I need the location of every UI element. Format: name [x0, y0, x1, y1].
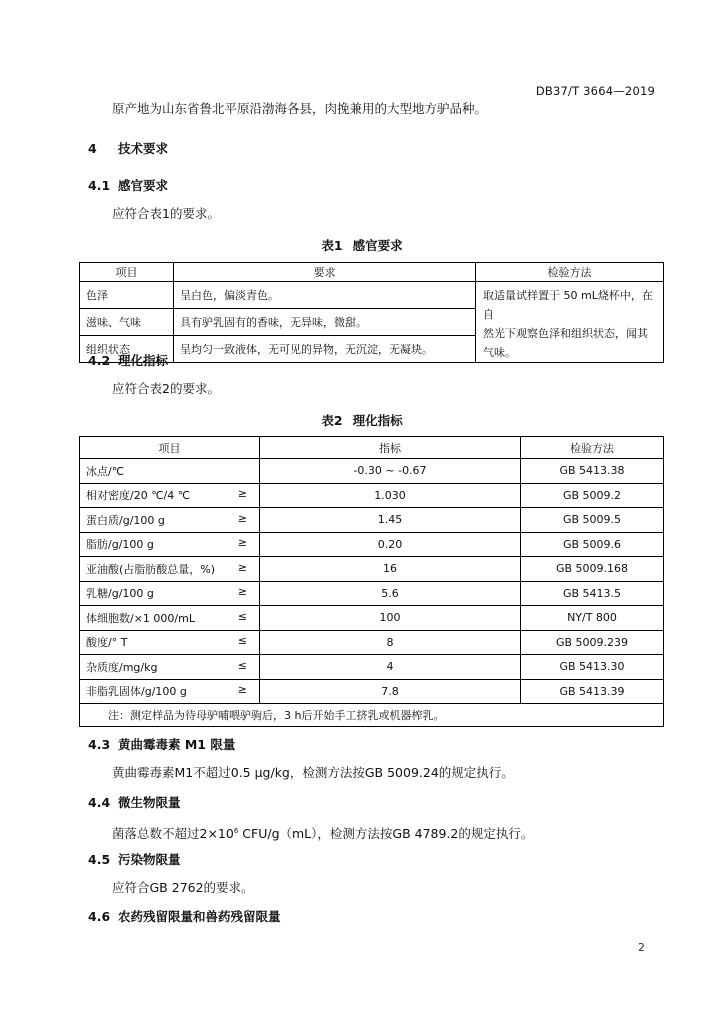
- table-row: [80, 508, 664, 533]
- sensory-requirements-table: [79, 262, 664, 363]
- section-4-3-text: 黄曲霉毒素M1不超过0.5 μg/kg，检测方法按GB 5009.24的规定执行。: [112, 765, 514, 780]
- requirement-cell: 具有驴乳固有的香味，无异味，微甜。: [174, 309, 476, 336]
- section-4-4-heading: [88, 795, 181, 811]
- value-cell: 1.45: [260, 508, 521, 533]
- column-header: 项目: [80, 263, 174, 282]
- value-cell: 16: [260, 557, 521, 582]
- table1-name: 感官要求: [352, 238, 403, 253]
- method-cell: GB 5009.168: [521, 557, 664, 582]
- table2-name: 理化指标: [352, 413, 403, 428]
- item-name: 非脂乳固体/g/100 g: [86, 685, 187, 699]
- item-cell-content: [86, 683, 259, 699]
- section-number: 4.4: [88, 795, 111, 810]
- physicochemical-table: [79, 436, 664, 727]
- method-line: 气味。: [483, 346, 516, 359]
- table-note: 注：测定样品为待母驴哺喂驴驹后，3 h后开始手工挤乳或机器榨乳。: [80, 704, 664, 727]
- section-4-heading: [88, 141, 168, 157]
- item-cell: [80, 483, 260, 508]
- method-cell: GB 5009.239: [521, 630, 664, 655]
- table-row: [80, 483, 664, 508]
- requirement-cell: 呈均匀一致液体，无可见的异物，无沉淀，无凝块。: [174, 336, 476, 363]
- method-line: 然光下观察色泽和组织状态，闻其: [483, 327, 648, 340]
- item-cell-content: [86, 512, 259, 528]
- item-cell-content: [86, 610, 259, 626]
- section-number: 4.6: [88, 909, 111, 924]
- item-cell: 组织状态: [80, 336, 174, 363]
- text-part: 菌落总数不超过2×10: [112, 826, 234, 842]
- comparison-operator: ≥: [237, 683, 247, 697]
- table-row: [80, 459, 664, 484]
- item-cell-content: [86, 561, 259, 577]
- item-cell: [80, 557, 260, 582]
- method-cell: GB 5413.30: [521, 655, 664, 680]
- column-header: 要求: [174, 263, 476, 282]
- text-part: CFU/g（mL），检测方法按GB 4789.2的规定执行。: [238, 826, 534, 842]
- table-note-row: [80, 704, 664, 727]
- page-number: 2: [638, 941, 645, 954]
- method-cell: GB 5413.5: [521, 581, 664, 606]
- table-header-row: [80, 437, 664, 459]
- item-cell: [80, 532, 260, 557]
- value-cell: 100: [260, 606, 521, 631]
- section-title: 感官要求: [118, 178, 169, 193]
- item-cell: [80, 606, 260, 631]
- section-4-1-heading: [88, 178, 168, 194]
- section-number: 4.1: [88, 178, 111, 193]
- comparison-operator: ≥: [237, 536, 247, 550]
- value-cell: 5.6: [260, 581, 521, 606]
- item-cell: [80, 655, 260, 680]
- section-4-5-text: 应符合GB 2762的要求。: [112, 880, 254, 895]
- method-cell: GB 5009.6: [521, 532, 664, 557]
- item-cell: [80, 459, 260, 484]
- intro-paragraph: 原产地为山东省鲁北平原沿渤海各县，肉挽兼用的大型地方驴品种。: [112, 101, 488, 116]
- section-4-6-heading: [88, 909, 281, 925]
- section-number: 4.3: [88, 737, 111, 752]
- table-row: [80, 630, 664, 655]
- table-header-row: [80, 263, 664, 282]
- superscript: 6: [233, 827, 239, 835]
- method-line: 取适量试样置于 50 mL烧杯中，在自: [483, 289, 653, 321]
- section-4-1-text: 应符合表1的要求。: [112, 206, 220, 221]
- section-title: 农药残留限量和兽药残留限量: [118, 909, 281, 924]
- comparison-operator: ≤: [237, 658, 247, 672]
- comparison-operator: ≤: [237, 634, 247, 648]
- comparison-operator: ≥: [237, 511, 247, 525]
- value-cell: 4: [260, 655, 521, 680]
- item-name: 体细胞数/×1 000/mL: [86, 611, 195, 625]
- value-cell: -0.30 ~ -0.67: [260, 459, 521, 484]
- section-4-3-heading: [88, 737, 235, 753]
- value-cell: 0.20: [260, 532, 521, 557]
- item-name: 杂质度/mg/kg: [86, 660, 158, 674]
- column-header: 检验方法: [476, 263, 664, 282]
- table-row: [80, 655, 664, 680]
- table1-title: [0, 236, 724, 254]
- method-cell: GB 5413.39: [521, 679, 664, 704]
- method-cell: GB 5413.38: [521, 459, 664, 484]
- item-name: 相对密度/20 ℃/4 ℃: [86, 489, 191, 503]
- section-number: 4.5: [88, 852, 111, 867]
- item-name: 乳糖/g/100 g: [86, 587, 154, 601]
- value-cell: 8: [260, 630, 521, 655]
- item-cell-content: [86, 634, 259, 650]
- section-4-2-heading: [88, 353, 168, 369]
- item-cell: [80, 679, 260, 704]
- comparison-operator: ≥: [237, 560, 247, 574]
- table-row: [80, 532, 664, 557]
- table-row: [80, 581, 664, 606]
- section-title: 微生物限量: [118, 795, 181, 810]
- table-row: [80, 679, 664, 704]
- requirement-cell: 呈白色，偏淡青色。: [174, 282, 476, 309]
- comparison-operator: ≥: [237, 585, 247, 599]
- table-row: [80, 282, 664, 309]
- section-number: 4.2: [88, 353, 111, 368]
- method-cell: [476, 282, 664, 363]
- item-cell: [80, 508, 260, 533]
- comparison-operator: ≥: [237, 487, 247, 501]
- method-cell: GB 5009.5: [521, 508, 664, 533]
- item-name: 酸度/° T: [86, 636, 128, 650]
- table1-label: 表1: [321, 238, 343, 253]
- column-header: 检验方法: [521, 437, 664, 459]
- section-title: 理化指标: [118, 353, 169, 368]
- section-number: 4: [88, 141, 97, 156]
- value-cell: 7.8: [260, 679, 521, 704]
- comparison-operator: ≤: [237, 609, 247, 623]
- section-title: 黄曲霉毒素 M1 限量: [118, 737, 236, 752]
- column-header: 指标: [260, 437, 521, 459]
- item-name: 蛋白质/g/100 g: [86, 513, 165, 527]
- item-cell-content: [86, 536, 259, 552]
- item-name: 亚油酸(占脂肪酸总量，%): [86, 562, 216, 576]
- table2-label: 表2: [321, 413, 343, 428]
- item-cell-content: [86, 585, 259, 601]
- section-4-5-heading: [88, 852, 181, 868]
- item-name: 脂肪/g/100 g: [86, 538, 154, 552]
- section-4-2-text: 应符合表2的要求。: [112, 381, 220, 396]
- item-cell: [80, 581, 260, 606]
- table-row: [80, 557, 664, 582]
- item-name: 冰点/℃: [86, 464, 125, 478]
- method-cell: NY/T 800: [521, 606, 664, 631]
- item-cell: [80, 630, 260, 655]
- method-cell: GB 5009.2: [521, 483, 664, 508]
- column-header: 项目: [80, 437, 260, 459]
- table2-title: [0, 411, 724, 429]
- section-title: 技术要求: [118, 141, 169, 156]
- standard-code: DB37/T 3664—2019: [535, 84, 655, 98]
- item-cell: 滋味、气味: [80, 309, 174, 336]
- section-title: 污染物限量: [118, 852, 181, 867]
- value-cell: 1.030: [260, 483, 521, 508]
- item-cell-content: [86, 463, 259, 479]
- item-cell: 色泽: [80, 282, 174, 309]
- item-cell-content: [86, 659, 259, 675]
- item-cell-content: [86, 487, 259, 503]
- section-4-4-text: [112, 823, 533, 842]
- table-row: [80, 606, 664, 631]
